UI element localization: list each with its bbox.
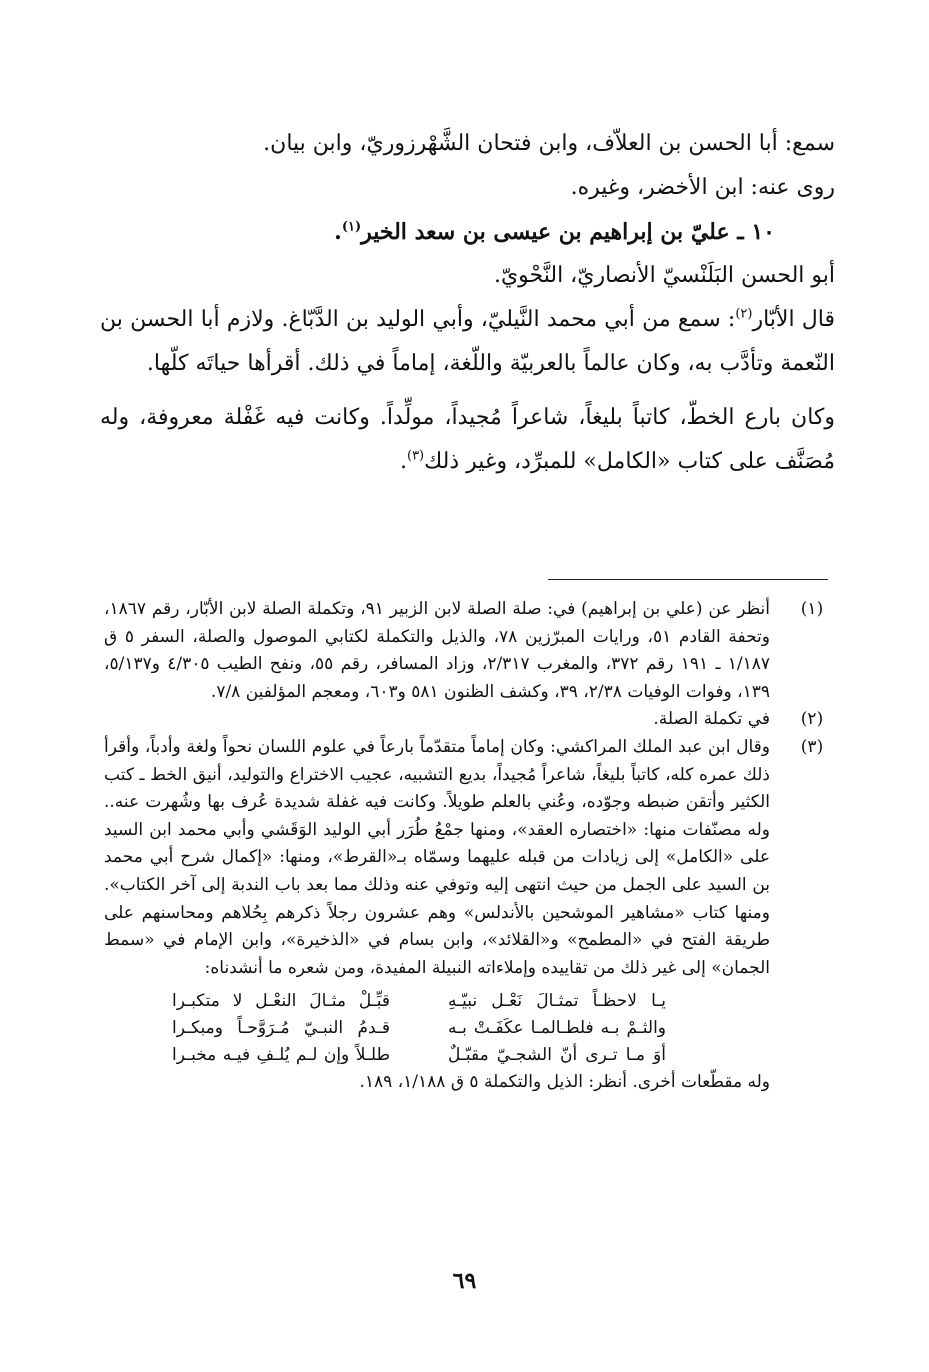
footnote-number: (٣) (800, 736, 824, 757)
footnote-number: (٢) (800, 709, 824, 730)
heard-from-line: سمع: أبا الحسن بن العلاّف، وابن فتحان الشَّهْرزوريّ، وابن بيان. (263, 131, 835, 156)
kunya-line: أبو الحسن البَلَنْسيّ الأنصاريّ، النَّحْويّ. (493, 263, 835, 288)
paragraph-1-start: قال الأبّار (752, 307, 835, 332)
footnote-ref-1[interactable]: (١) (341, 219, 362, 235)
entry-number: ١٠ (751, 219, 775, 245)
footnote-text: أنظر عن (علي بن إبراهيم) في: صلة الصلة لابن الزبير ٩١، وتكملة الصلة لابن الأبّار، رقم ١٨٦٧، وتحفة القادم ٥١، ورايات المبرّزين ٧٨، والذيل والتكملة لكتابي الموصول والصلة، السفر ٥ ق ١/١٨٧ ـ ١٩١ رقم ٣٧٢، والمغرب ٢/٣١٧، وزاد المسافر، رقم ٥٥، ونفح الطيب ٤/٣٠٥ و٥/١٣٧، ١٣٩، وفوات الوفيات ٢/٣٨، ٣٩، وكشف الظنون ٥٨١ و٦٠٣، ومعجم المؤلفين ٧/٨. (104, 599, 770, 702)
verse-first-hemistich: أوَ مـا تـرى أنّ الشجـيّ مقبّـلٌ (448, 1045, 666, 1066)
paragraph-2-end: . (399, 449, 407, 474)
paragraph-2 (100, 396, 835, 484)
footnote-divider (548, 579, 828, 580)
verse-first-hemistich: يـا لاحظـاً تمثـالَ نَعْـل نبيّـهِ (448, 991, 666, 1012)
main-text (100, 122, 835, 484)
paragraph-1 (100, 298, 835, 386)
entry-name: ـ عليّ بن إبراهيم بن عيسى بن سعد الخير (361, 219, 744, 245)
verse (172, 1015, 666, 1042)
footnotes (104, 596, 832, 1097)
verse-second-hemistich: قبِّـلْ مثـالَ النعْـل لا متكبـرا (172, 991, 390, 1012)
paragraph-2-start: وكان بارع الخطّ، كاتباً بليغاً، شاعراً مُجيداً، مولِّداً. وكانت فيه غَفْلة معروفة، وله مُصَنَّف على كتاب «الكامل» للمبرِّد، وغير ذلك (100, 405, 835, 474)
page-number: ٦٩ (452, 1268, 477, 1294)
footnote-ref-3[interactable]: (٣) (406, 448, 425, 464)
footnote-ref-2[interactable]: (٢) (735, 306, 753, 322)
verse-first-hemistich: والثـمْ بـه فلطـالمـا عكَفَـتْ بـه (448, 1018, 666, 1039)
verse (172, 1042, 666, 1069)
verse-second-hemistich: طلـلاً وإن لـم يُلـفِ فيـه مخبـرا (172, 1045, 390, 1066)
entry-heading (100, 210, 835, 254)
poem (104, 988, 770, 1069)
footnote-number: (١) (800, 599, 824, 619)
verse (172, 988, 666, 1015)
narrated-by-line: روى عنه: ابن الأخضر، وغيره. (570, 175, 835, 200)
verse-second-hemistich: قـدمُ النبـيّ مُـرَوَّحـاً ومبكـرا (172, 1018, 390, 1039)
footnote-text: في تكملة الصلة. (653, 709, 770, 730)
entry-end: . (334, 219, 342, 245)
footnote-2 (104, 706, 832, 734)
footnote-1 (104, 596, 832, 706)
footnote-3 (104, 734, 832, 1097)
footnote-closing: وله مقطّعات أخرى. أنظر: الذيل والتكملة ٥ ق ١/١٨٨، ١٨٩. (359, 1072, 770, 1093)
paragraph-1-rest: : سمع من أبي محمد النَّيليّ، وأبي الوليد بن الدَّبّاغ. ولازم أبا الحسن بن النّعمة وتأدَّب به، وكان عالماً بالعربيّة واللّغة، إماماً في ذلك. أقرأها حياتَه كلّها. (100, 307, 835, 376)
footnote-text: وقال ابن عبد الملك المراكشي: وكان إماماً متقدّماً بارعاً في علوم اللسان نحواً ولغة وأدباً، وأقرأ ذلك عمره كله، كاتباً بليغاً، شاعراً مُجيداً، بديع التشبيه، عجيب الاختراع والتوليد، أنيق الخط ـ كتب الكثير وأتقن ضبطه وجوّده، وعُني بالعلم طويلاً. وكانت فيه غفلة شديدة عُرف بها وشُهرت عنه.. وله مصنّفات منها: «اختصاره العقد»، ومنها جمْعُ طُرَر أبي الوليد الوَقَشي وأبي محمد ابن السيد على «الكامل» إلى زيادات من قبله عليهما وسمّاه بـ«القرط»، ومنها: «إكمال شرح أبي محمد بن السيد على الجمل من حيث انتهى إليه وتوفي عنه وذلك مما بعد باب الندبة إلى آخر الكتاب». ومنها كتاب «مشاهير الموشحين بالأندلس» وهم عشرون رجلاً ذكرهم بِحُلاهم ومحاسنهم على طريقة الفتح في «المطمح» و«القلائد»، وابن بسام في «الذخيرة»، وابن الإمام في «سمط الجمان» إلى غير ذلك من تقاييده وإملاءاته النبيلة المفيدة، ومن شعره ما أنشدناه: (104, 736, 770, 978)
